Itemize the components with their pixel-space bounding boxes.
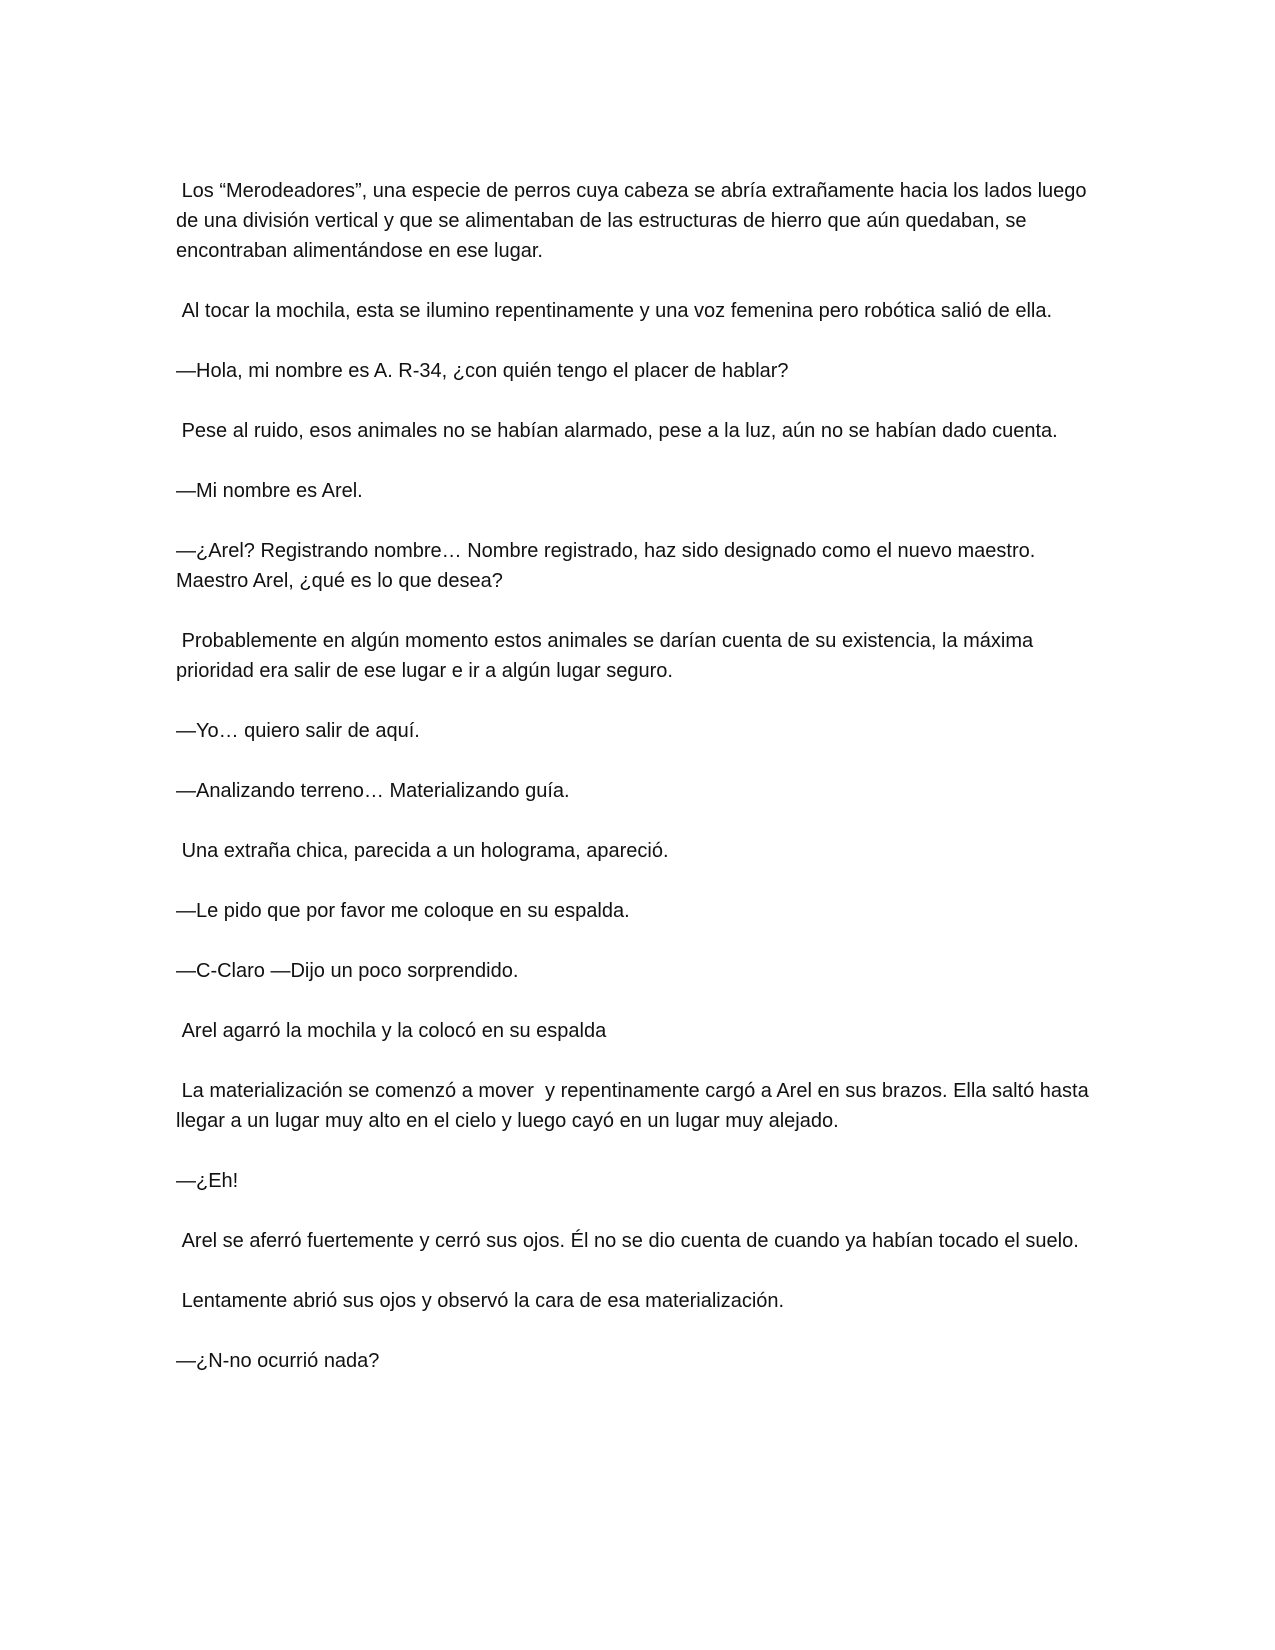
paragraph-7: Probablemente en algún momento estos animales se darían cuenta de su existencia, la máxima prioridad era salir de ese lugar e ir a algún lugar seguro. [176,630,1039,682]
paragraph-1: Los “Merodeadores”, una especie de perros cuya cabeza se abría extrañamente hacia los lados luego de una división vertical y que se alimentaban de las estructuras de hierro que aún quedaban, se encontraban alimentándose en ese lugar. [176,180,1093,262]
paragraph-13: Arel agarró la mochila y la colocó en su espalda [176,1020,607,1042]
paragraph-15: —¿Eh! [176,1170,239,1192]
paragraph-17: Lentamente abrió sus ojos y observó la cara de esa materialización. [176,1290,785,1312]
paragraph-9: —Analizando terreno… Materializando guía. [176,780,570,802]
paragraph-10: Una extraña chica, parecida a un holograma, apareció. [176,840,669,862]
paragraph-5: —Mi nombre es Arel. [176,480,363,502]
body-text [176,176,1106,1406]
paragraph-2: Al tocar la mochila, esta se ilumino repentinamente y una voz femenina pero robótica salió de ella. [176,300,1053,322]
paragraph-3: —Hola, mi nombre es A. R-34, ¿con quién tengo el placer de hablar? [176,360,789,382]
paragraph-12: —C-Claro —Dijo un poco sorprendido. [176,960,519,982]
paragraph-18: —¿N-no ocurrió nada? [176,1350,380,1372]
paragraph-6: —¿Arel? Registrando nombre… Nombre registrado, haz sido designado como el nuevo maestro. Maestro Arel, ¿qué es lo que desea? [176,540,1041,592]
paragraph-14: La materialización se comenzó a mover y repentinamente cargó a Arel en sus brazos. Ella saltó hasta llegar a un lugar muy alto en el cielo y luego cayó en un lugar muy alejado. [176,1080,1095,1132]
paragraph-4: Pese al ruido, esos animales no se habían alarmado, pese a la luz, aún no se habían dado cuenta. [176,420,1058,442]
paragraph-8: —Yo… quiero salir de aquí. [176,720,420,742]
paragraph-11: —Le pido que por favor me coloque en su espalda. [176,900,630,922]
paragraph-16: Arel se aferró fuertemente y cerró sus ojos. Él no se dio cuenta de cuando ya habían tocado el suelo. [176,1230,1079,1252]
